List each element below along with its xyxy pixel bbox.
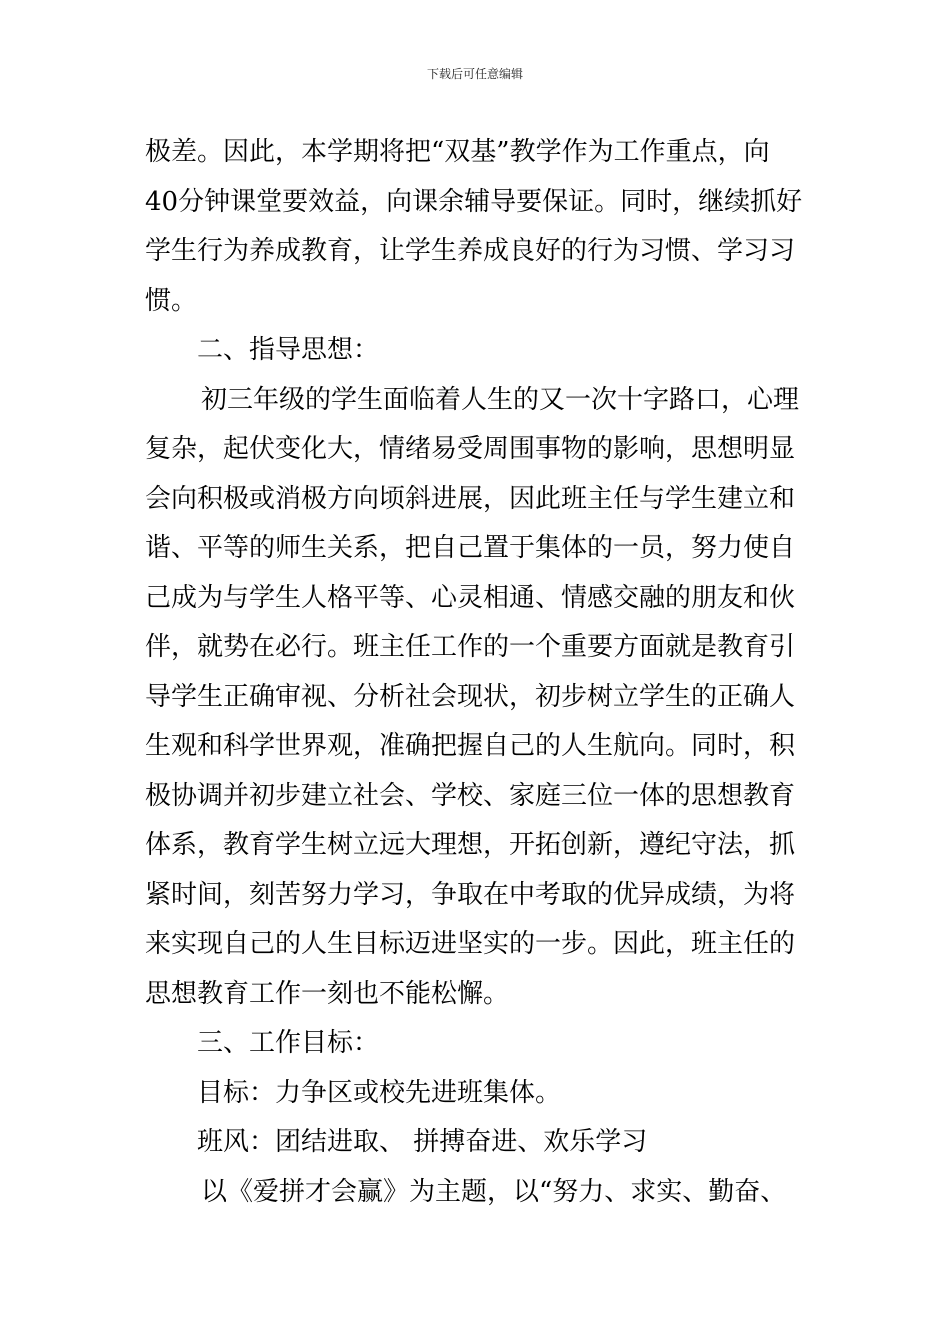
text-line: 思想教育工作一刻也不能松懈。 — [145, 978, 510, 1009]
page-header: 下载后可任意编辑 — [426, 67, 523, 81]
text-line: 会向积极或消极方向顷斜进展，因此班主任与学生建立和 — [145, 483, 796, 514]
section-heading: 二、指导思想： — [197, 335, 380, 365]
section-heading: 三、工作目标： — [197, 1028, 380, 1058]
text-line: 极差。因此，本学期将把“双基”教学作为工作重点，向 — [145, 137, 770, 167]
text-line: 惯。 — [145, 285, 198, 316]
body-text — [145, 128, 807, 1217]
text-line: 己成为与学生人格平等、心灵相通、情感交融的朋友和伙 — [145, 582, 796, 613]
text-line: 目标：力争区或校先进班集体。 — [197, 1077, 562, 1108]
text-line: 极协调并初步建立社会、学校、家庭三位一体的思想教育 — [145, 780, 796, 811]
text-line: 导学生正确审视、分析社会现状，初步树立学生的正确人 — [145, 681, 796, 712]
text-line: 班风：团结进取、 拼搏奋进、欢乐学习 — [197, 1127, 648, 1157]
text-line: 学生行为养成教育，让学生养成良好的行为习惯、学习习 — [145, 236, 796, 266]
text-line: 以《爱拼才会赢》为主题，以“努力、求实、勤奋、 — [201, 1176, 787, 1207]
text-line: 来实现自己的人生目标迈进坚实的一步。因此，班主任的 — [145, 929, 796, 959]
text-line: 生观和科学世界观，准确把握自己的人生航向。同时，积 — [145, 731, 796, 761]
text-line: 初三年级的学生面临着人生的又一次十字路口，心理 — [201, 384, 800, 415]
text-line: 紧时间，刻苦努力学习，争取在中考取的优异成绩，为将 — [145, 879, 796, 910]
text-line: 复杂，起伏变化大，情绪易受周围事物的影响，思想明显 — [145, 434, 796, 464]
text-line: 谐、平等的师生关系，把自己置于集体的一员，努力使自 — [145, 533, 796, 563]
text-line: 体系，教育学生树立远大理想，开拓创新，遵纪守法，抓 — [145, 830, 796, 860]
text-line: 伴，就势在必行。班主任工作的一个重要方面就是教育引 — [145, 632, 796, 662]
text-line: 40分钟课堂要效益，向课余辅导要保证。同时，继续抓好 — [145, 186, 803, 217]
